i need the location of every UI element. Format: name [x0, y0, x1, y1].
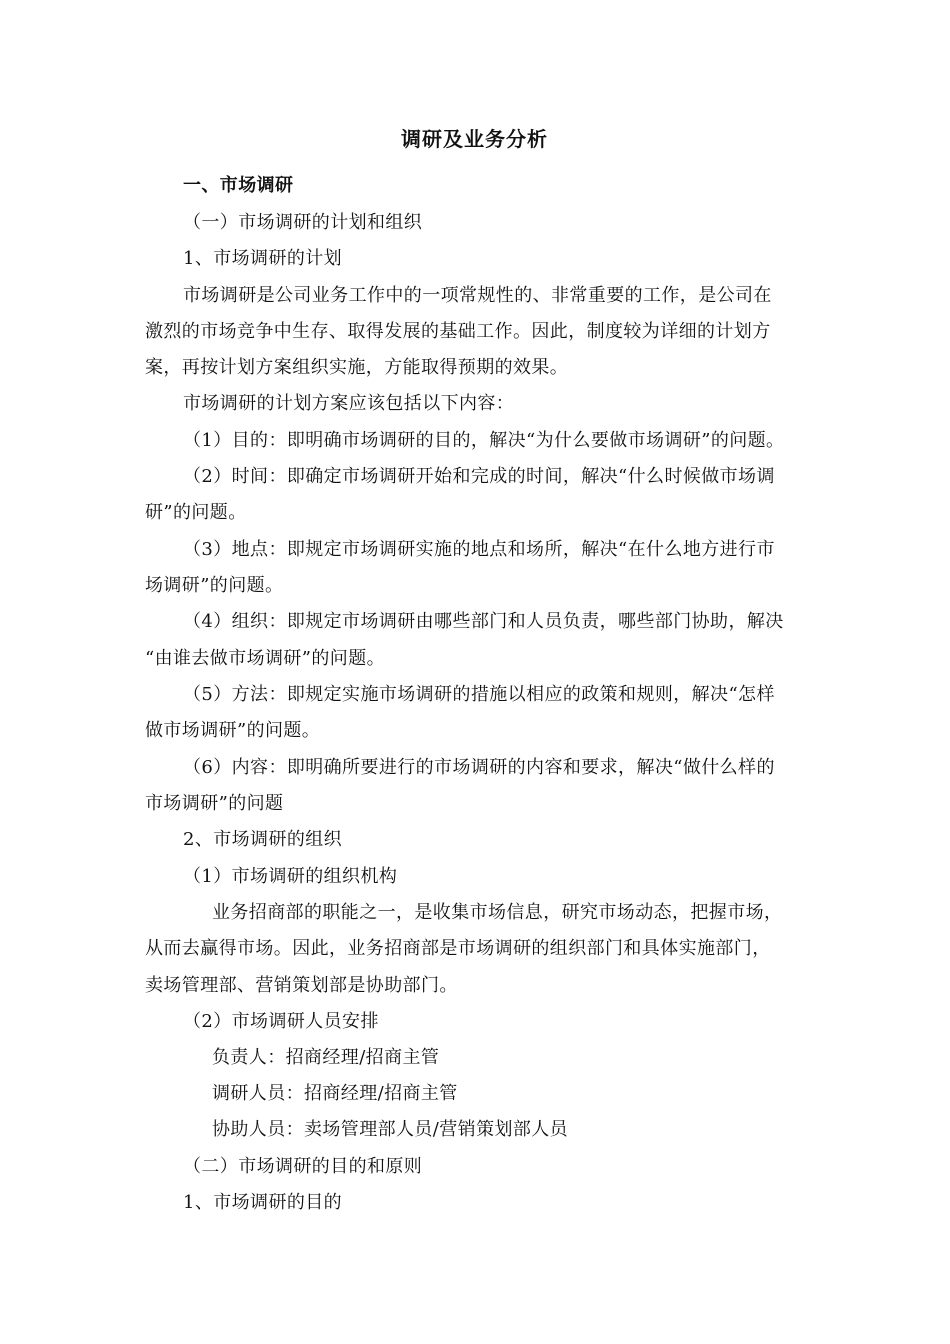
sub-item-heading: （1）市场调研的组织机构	[183, 866, 398, 887]
list-item: （4）组织：即规定市场调研由哪些部门和人员负责，哪些部门协助，解决	[183, 611, 784, 632]
section-heading: 一、市场调研	[183, 175, 294, 196]
sub-item-heading: （2）市场调研人员安排	[183, 1011, 379, 1032]
list-item-continuation: “由谁去做市场调研”的问题。	[145, 648, 386, 669]
staff-line: 协助人员：卖场管理部人员/营销策划部人员	[212, 1119, 569, 1140]
item-heading: 1、市场调研的计划	[183, 248, 343, 269]
paragraph-line: 市场调研的计划方案应该包括以下内容：	[183, 393, 515, 414]
item-heading: 1、市场调研的目的	[183, 1192, 343, 1213]
paragraph-line: 案，再按计划方案组织实施，方能取得预期的效果。	[145, 357, 569, 378]
document-title: 调研及业务分析	[401, 127, 548, 151]
list-item-continuation: 市场调研”的问题	[145, 793, 284, 814]
list-item-continuation: 研”的问题。	[145, 502, 247, 523]
paragraph-line: 业务招商部的职能之一，是收集市场信息，研究市场动态，把握市场，	[212, 902, 783, 923]
list-item: （5）方法：即规定实施市场调研的措施以相应的政策和规则，解决“怎样	[183, 684, 775, 705]
list-item: （2）时间：即确定市场调研开始和完成的时间，解决“什么时候做市场调	[183, 466, 775, 487]
paragraph-line: 激烈的市场竞争中生存、取得发展的基础工作。因此，制度较为详细的计划方	[145, 321, 771, 342]
staff-line: 负责人：招商经理/招商主管	[212, 1047, 440, 1068]
item-heading: 2、市场调研的组织	[183, 829, 343, 850]
subsection-heading: （二）市场调研的目的和原则	[183, 1156, 423, 1177]
list-item: （3）地点：即规定市场调研实施的地点和场所，解决“在什么地方进行市	[183, 539, 775, 560]
subsection-heading: （一）市场调研的计划和组织	[183, 212, 423, 233]
paragraph-line: 从而去赢得市场。因此，业务招商部是市场调研的组织部门和具体实施部门，	[145, 938, 771, 959]
list-item-continuation: 做市场调研”的问题。	[145, 720, 321, 741]
paragraph-line: 市场调研是公司业务工作中的一项常规性的、非常重要的工作，是公司在	[183, 285, 772, 306]
list-item-continuation: 场调研”的问题。	[145, 575, 284, 596]
list-item: （6）内容：即明确所要进行的市场调研的内容和要求，解决“做什么样的	[183, 757, 775, 778]
staff-line: 调研人员：招商经理/招商主管	[212, 1083, 458, 1104]
list-item: （1）目的：即明确市场调研的目的，解决“为什么要做市场调研”的问题。	[183, 430, 785, 451]
paragraph-line: 卖场管理部、营销策划部是协助部门。	[145, 975, 458, 996]
